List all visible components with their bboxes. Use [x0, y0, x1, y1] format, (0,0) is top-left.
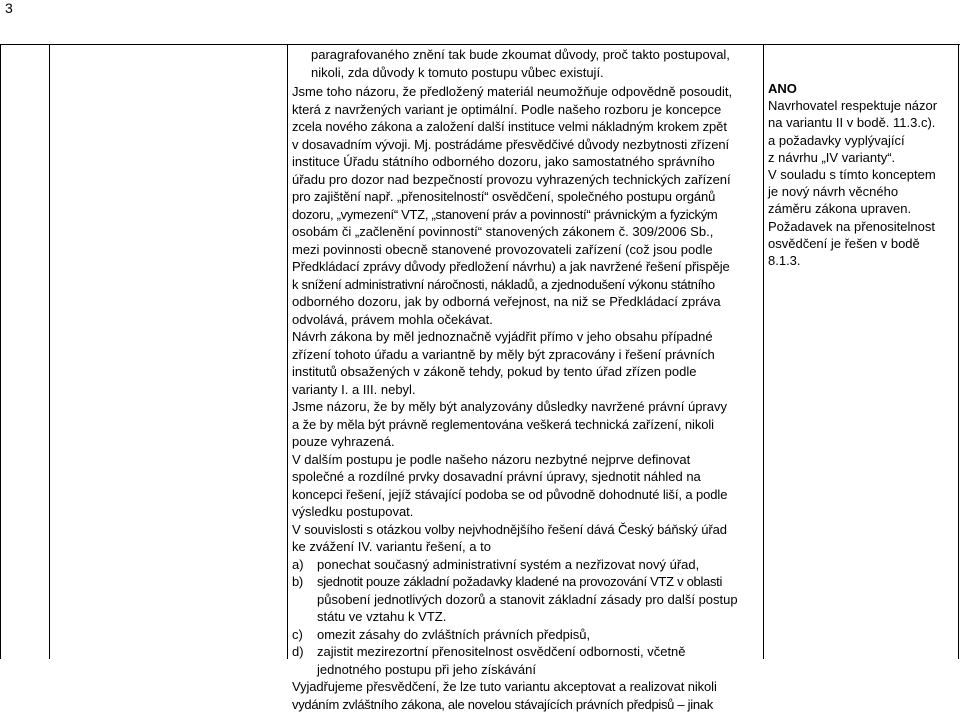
- list-item-b: [292, 573, 760, 591]
- response-line: Navrhovatel respektuje názor: [768, 97, 958, 114]
- list-item-text: zajistit mezirezortní přenositelnost osvědčení odbornosti, včetně: [317, 644, 686, 659]
- list-item-a: [292, 556, 760, 574]
- response-line: Požadavek na přenositelnost: [768, 218, 958, 235]
- response-line: osvědčení je řešen v bodě: [768, 235, 958, 252]
- comment-text-cell: [292, 46, 760, 713]
- body-line: dozoru, „vymezení“ VTZ, „stanovení práv a povinností“ právnickým a fyzickým: [292, 206, 760, 224]
- response-line: 8.1.3.: [768, 252, 958, 269]
- table-border-left: [0, 45, 1, 659]
- body-line: Předkládací zprávy důvody předložení návrhu) a jak navržené řešení přispěje: [292, 258, 760, 276]
- response-line: V souladu s tímto konceptem: [768, 166, 958, 183]
- table-divider-1: [49, 45, 50, 659]
- list-marker: a): [292, 556, 304, 574]
- body-line: koncepci řešení, jejíž stávající podoba se od původně dohodnuté liší, a podle: [292, 486, 760, 504]
- intro-line: paragrafovaného znění tak bude zkoumat důvody, proč takto postupoval,: [292, 46, 760, 64]
- list-item-c: [292, 626, 760, 644]
- body-line: k snížení administrativní náročnosti, nákladů, a zjednodušení výkonu státního: [292, 276, 760, 294]
- table-divider-3: [763, 45, 764, 659]
- body-line: institutů obsažených v zákoně tehdy, pokud by tento úřad zřízen podle: [292, 363, 760, 381]
- body-line: osobám či „začlenění povinností“ stanovených zákonem č. 309/2006 Sb.,: [292, 223, 760, 241]
- body-line: varianty I. a III. nebyl.: [292, 381, 760, 399]
- body-line: výsledku postupovat.: [292, 503, 760, 521]
- body-line: v dosavadním vývoji. Mj. postrádáme přesvědčivé důvody nezbytnosti zřízení: [292, 136, 760, 154]
- body-line: pouze vyhrazená.: [292, 433, 760, 451]
- body-line: V dalším postupu je podle našeho názoru nezbytné nejprve definovat: [292, 451, 760, 469]
- answer-label: ANO: [768, 80, 958, 97]
- list-marker: b): [292, 573, 303, 591]
- intro-line: nikoli, zda důvody k tomuto postupu vůbec existují.: [292, 64, 760, 82]
- closing-line: vydáním zvláštního zákona, ale novelou stávajících právních předpisů – jinak: [292, 696, 760, 713]
- list-item-d-cont: jednotného postupu při jeho získávání: [292, 661, 760, 679]
- closing-line: Vyjadřujeme přesvědčení, že lze tuto variantu akceptovat a realizovat nikoli: [292, 678, 760, 696]
- response-line: na variantu II v bodě. 11.3.c).: [768, 114, 958, 131]
- settlement-cell: [768, 80, 958, 269]
- body-line: Jsme názoru, že by měly být analyzovány důsledky navržené právní úpravy: [292, 398, 760, 416]
- body-line: zřízení tohoto úřadu a variantně by měly být zpracovány i řešení právních: [292, 346, 760, 364]
- body-line: pro zajištění např. „přenositelností“ osvědčení, společného postupu orgánů: [292, 188, 760, 206]
- list-marker: c): [292, 626, 303, 644]
- body-line: ke zvážení IV. variantu řešení, a to: [292, 538, 760, 556]
- body-line: zcela nového zákona a založení další instituce velmi nákladným krokem zpět: [292, 118, 760, 136]
- response-line: z návrhu „IV varianty“.: [768, 149, 958, 166]
- body-line: a že by měla být právně reglementována veškerá technická zařízení, nikoli: [292, 416, 760, 434]
- body-line: Jsme toho názoru, že předložený materiál neumožňuje odpovědně posoudit,: [292, 83, 760, 101]
- list-item-b-cont: státu ve vztahu k VTZ.: [292, 608, 760, 626]
- list-marker: d): [292, 643, 304, 661]
- response-line: a požadavky vyplývající: [768, 132, 958, 149]
- body-line: která z navržených variant je optimální. Podle našeho rozboru je koncepce: [292, 101, 760, 119]
- list-item-text: sjednotit pouze základní požadavky kladené na provozování VTZ v oblasti: [317, 574, 722, 589]
- list-item-text: omezit zásahy do zvláštních právních předpisů,: [317, 627, 590, 642]
- body-line: úřadu pro dozor nad bezpečností provozu vyhrazených technických zařízení: [292, 171, 760, 189]
- page-number: 3: [5, 0, 13, 18]
- body-line: odborného dozoru, jak by odborná veřejnost, na niž se Předkládací zpráva: [292, 293, 760, 311]
- body-line: mezi povinnosti obecně stanovené provozovateli zařízení (což jsou podle: [292, 241, 760, 259]
- body-line: V souvislosti s otázkou volby nejvhodnějšího řešení dává Český báňský úřad: [292, 521, 760, 539]
- comments-table: [0, 44, 960, 659]
- table-divider-2: [287, 45, 288, 659]
- body-line: instituce Úřadu státního odborného dozoru, jako samostatného správního: [292, 153, 760, 171]
- body-line: odvolává, právem mohla očekávat.: [292, 311, 760, 329]
- response-line: je nový návrh věcného: [768, 183, 958, 200]
- list-item-text: ponechat současný administrativní systém a nezřizovat nový úřad,: [317, 557, 699, 572]
- body-line: společné a rozdílné prvky dosavadní právní úpravy, sjednotit náhled na: [292, 468, 760, 486]
- body-line: Návrh zákona by měl jednoznačně vyjádřit přímo v jeho obsahu případné: [292, 328, 760, 346]
- list-item-b-cont: působení jednotlivých dozorů a stanovit základní zásady pro další postup: [292, 591, 760, 609]
- table-border-right: [958, 45, 959, 659]
- response-line: záměru zákona upraven.: [768, 200, 958, 217]
